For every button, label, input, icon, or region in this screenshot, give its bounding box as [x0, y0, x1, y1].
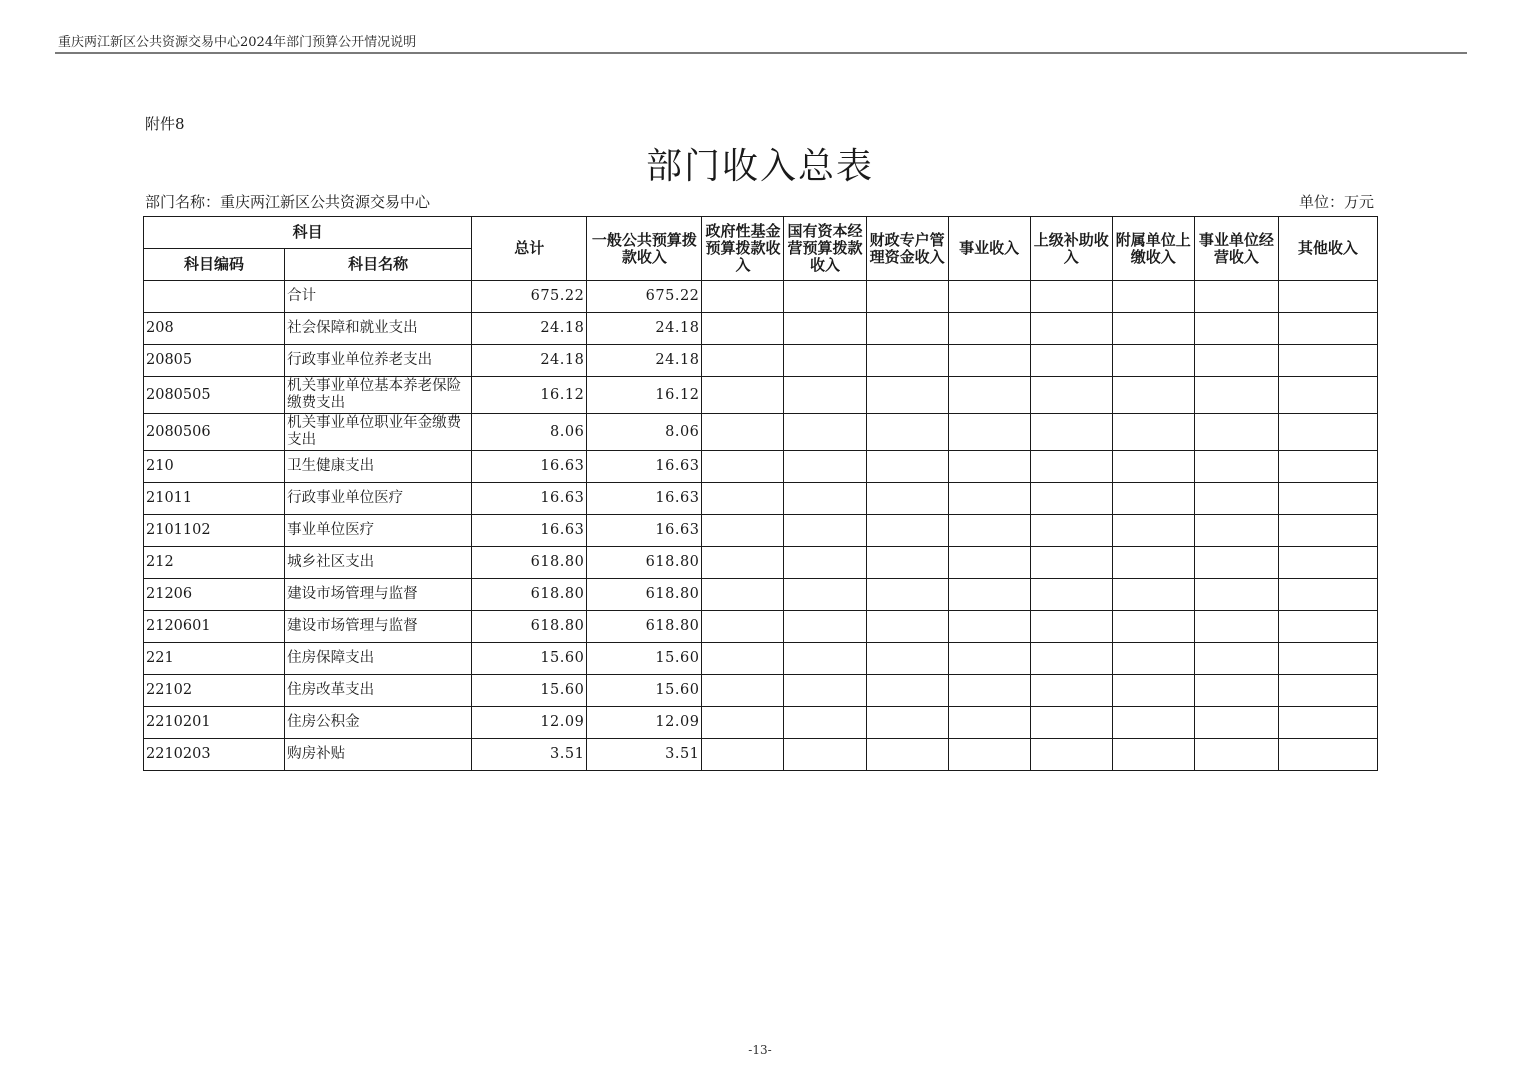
empty-cell: [866, 643, 948, 675]
general-budget-cell: 15.60: [587, 643, 702, 675]
col-header-business-income: 事业收入: [948, 217, 1030, 281]
empty-cell: [1030, 451, 1112, 483]
subject-name-cell: 住房改革支出: [285, 675, 472, 707]
empty-cell: [702, 345, 784, 377]
general-budget-cell: 8.06: [587, 414, 702, 451]
empty-cell: [948, 313, 1030, 345]
empty-cell: [1112, 414, 1194, 451]
table-row: [144, 643, 1378, 675]
empty-cell: [1112, 515, 1194, 547]
subject-group-header: 科目: [144, 217, 472, 249]
total-cell: 618.80: [472, 579, 587, 611]
empty-cell: [702, 611, 784, 643]
empty-cell: [1030, 707, 1112, 739]
subject-code-cell: 221: [144, 643, 285, 675]
empty-cell: [1194, 611, 1278, 643]
empty-cell: [1278, 739, 1377, 771]
col-header-name: 科目名称: [285, 249, 472, 281]
general-budget-cell: 3.51: [587, 739, 702, 771]
empty-cell: [1194, 313, 1278, 345]
empty-cell: [948, 547, 1030, 579]
subject-code-cell: 2210203: [144, 739, 285, 771]
total-cell: 675.22: [472, 281, 587, 313]
empty-cell: [948, 579, 1030, 611]
empty-cell: [866, 414, 948, 451]
empty-cell: [948, 707, 1030, 739]
subject-name-cell: 社会保障和就业支出: [285, 313, 472, 345]
empty-cell: [948, 451, 1030, 483]
empty-cell: [1112, 281, 1194, 313]
empty-cell: [1030, 547, 1112, 579]
table-row: [144, 345, 1378, 377]
total-cell: 16.63: [472, 483, 587, 515]
general-budget-cell: 618.80: [587, 547, 702, 579]
empty-cell: [702, 643, 784, 675]
empty-cell: [1278, 377, 1377, 414]
table-row: [144, 579, 1378, 611]
total-cell: 24.18: [472, 313, 587, 345]
subject-name-cell: 行政事业单位养老支出: [285, 345, 472, 377]
empty-cell: [1194, 547, 1278, 579]
general-budget-cell: 675.22: [587, 281, 702, 313]
empty-cell: [1194, 377, 1278, 414]
empty-cell: [1194, 643, 1278, 675]
empty-cell: [1112, 451, 1194, 483]
empty-cell: [702, 547, 784, 579]
subject-name-cell: 机关事业单位职业年金缴费支出: [285, 414, 472, 451]
total-cell: 618.80: [472, 547, 587, 579]
empty-cell: [866, 611, 948, 643]
col-header-general-budget: 一般公共预算拨款收入: [587, 217, 702, 281]
col-header-affiliate-remit: 附属单位上缴收入: [1112, 217, 1194, 281]
total-cell: 16.63: [472, 515, 587, 547]
empty-cell: [948, 377, 1030, 414]
empty-cell: [1278, 643, 1377, 675]
total-cell: 16.63: [472, 451, 587, 483]
empty-cell: [1194, 675, 1278, 707]
empty-cell: [1030, 675, 1112, 707]
unit-label: 单位：万元: [1298, 193, 1374, 211]
subject-name-cell: 城乡社区支出: [285, 547, 472, 579]
col-header-state-capital: 国有资本经营预算拨款收入: [784, 217, 866, 281]
attachment-label: 附件8: [145, 115, 185, 133]
empty-cell: [1194, 451, 1278, 483]
empty-cell: [1112, 707, 1194, 739]
empty-cell: [1112, 377, 1194, 414]
page-number: -13-: [748, 1043, 772, 1057]
empty-cell: [1112, 345, 1194, 377]
empty-cell: [784, 483, 866, 515]
empty-cell: [1112, 483, 1194, 515]
table-row: [144, 547, 1378, 579]
general-budget-cell: 618.80: [587, 579, 702, 611]
empty-cell: [702, 281, 784, 313]
empty-cell: [866, 313, 948, 345]
empty-cell: [948, 483, 1030, 515]
general-budget-cell: 15.60: [587, 675, 702, 707]
empty-cell: [866, 345, 948, 377]
empty-cell: [866, 451, 948, 483]
empty-cell: [784, 313, 866, 345]
empty-cell: [1030, 739, 1112, 771]
empty-cell: [784, 611, 866, 643]
empty-cell: [1194, 515, 1278, 547]
empty-cell: [1278, 707, 1377, 739]
empty-cell: [866, 675, 948, 707]
general-budget-cell: 12.09: [587, 707, 702, 739]
empty-cell: [784, 579, 866, 611]
empty-cell: [784, 414, 866, 451]
empty-cell: [1030, 515, 1112, 547]
subject-code-cell: 21011: [144, 483, 285, 515]
empty-cell: [866, 579, 948, 611]
table-row: [144, 675, 1378, 707]
total-cell: 16.12: [472, 377, 587, 414]
total-cell: 3.51: [472, 739, 587, 771]
general-budget-cell: 24.18: [587, 313, 702, 345]
empty-cell: [1030, 377, 1112, 414]
table-row: [144, 451, 1378, 483]
subject-code-cell: 2101102: [144, 515, 285, 547]
empty-cell: [948, 281, 1030, 313]
empty-cell: [1278, 313, 1377, 345]
department-name: 部门名称：重庆两江新区公共资源交易中心: [145, 193, 431, 211]
empty-cell: [702, 414, 784, 451]
subject-name-cell: 卫生健康支出: [285, 451, 472, 483]
empty-cell: [1030, 313, 1112, 345]
header-rule: [55, 52, 1467, 54]
empty-cell: [702, 579, 784, 611]
empty-cell: [1194, 707, 1278, 739]
empty-cell: [784, 643, 866, 675]
subject-name-cell: 建设市场管理与监督: [285, 611, 472, 643]
empty-cell: [1030, 611, 1112, 643]
empty-cell: [1278, 451, 1377, 483]
subject-name-cell: 住房公积金: [285, 707, 472, 739]
table-row: [144, 515, 1378, 547]
subject-code-cell: 20805: [144, 345, 285, 377]
empty-cell: [784, 377, 866, 414]
col-header-special-account: 财政专户管理资金收入: [866, 217, 948, 281]
col-header-code: 科目编码: [144, 249, 285, 281]
subject-code-cell: 208: [144, 313, 285, 345]
subject-name-cell: 行政事业单位医疗: [285, 483, 472, 515]
empty-cell: [702, 313, 784, 345]
empty-cell: [1112, 611, 1194, 643]
total-cell: 15.60: [472, 675, 587, 707]
col-header-total: 总计: [472, 217, 587, 281]
general-budget-cell: 16.63: [587, 515, 702, 547]
empty-cell: [1030, 579, 1112, 611]
empty-cell: [1278, 611, 1377, 643]
empty-cell: [1278, 547, 1377, 579]
empty-cell: [1112, 739, 1194, 771]
empty-cell: [866, 707, 948, 739]
empty-cell: [702, 707, 784, 739]
empty-cell: [1112, 675, 1194, 707]
empty-cell: [948, 515, 1030, 547]
table-row: [144, 313, 1378, 345]
empty-cell: [1278, 579, 1377, 611]
empty-cell: [784, 707, 866, 739]
page-title: 部门收入总表: [645, 146, 874, 187]
subject-code-cell: 210: [144, 451, 285, 483]
empty-cell: [1112, 643, 1194, 675]
subject-code-cell: 21206: [144, 579, 285, 611]
empty-cell: [1278, 345, 1377, 377]
empty-cell: [948, 739, 1030, 771]
empty-cell: [866, 281, 948, 313]
empty-cell: [1112, 579, 1194, 611]
col-header-gov-fund: 政府性基金预算拨款收入: [702, 217, 784, 281]
empty-cell: [866, 483, 948, 515]
general-budget-cell: 16.63: [587, 483, 702, 515]
empty-cell: [702, 675, 784, 707]
subject-name-cell: 合计: [285, 281, 472, 313]
empty-cell: [1194, 345, 1278, 377]
subject-code-cell: 22102: [144, 675, 285, 707]
subject-name-cell: 住房保障支出: [285, 643, 472, 675]
empty-cell: [702, 377, 784, 414]
col-header-superior-subsidy: 上级补助收入: [1030, 217, 1112, 281]
empty-cell: [1194, 579, 1278, 611]
subject-code-cell: 2080506: [144, 414, 285, 451]
empty-cell: [784, 345, 866, 377]
table-row: [144, 611, 1378, 643]
total-cell: 8.06: [472, 414, 587, 451]
table-row: [144, 739, 1378, 771]
empty-cell: [1112, 547, 1194, 579]
empty-cell: [784, 281, 866, 313]
empty-cell: [948, 414, 1030, 451]
empty-cell: [1278, 483, 1377, 515]
general-budget-cell: 618.80: [587, 611, 702, 643]
empty-cell: [948, 611, 1030, 643]
total-cell: 12.09: [472, 707, 587, 739]
empty-cell: [784, 451, 866, 483]
general-budget-cell: 24.18: [587, 345, 702, 377]
empty-cell: [866, 547, 948, 579]
table-row: [144, 377, 1378, 414]
col-header-operating-income: 事业单位经营收入: [1194, 217, 1278, 281]
empty-cell: [1112, 313, 1194, 345]
empty-cell: [1194, 739, 1278, 771]
empty-cell: [948, 675, 1030, 707]
empty-cell: [1194, 414, 1278, 451]
empty-cell: [1030, 281, 1112, 313]
subject-code-cell: 212: [144, 547, 285, 579]
empty-cell: [1194, 281, 1278, 313]
empty-cell: [866, 377, 948, 414]
running-header: 重庆两江新区公共资源交易中心2024年部门预算公开情况说明: [58, 35, 417, 50]
empty-cell: [948, 643, 1030, 675]
income-summary-table: [143, 216, 1378, 771]
table-row: [144, 483, 1378, 515]
total-cell: 24.18: [472, 345, 587, 377]
empty-cell: [866, 739, 948, 771]
empty-cell: [1030, 483, 1112, 515]
subject-name-cell: 机关事业单位基本养老保险缴费支出: [285, 377, 472, 414]
empty-cell: [1030, 414, 1112, 451]
empty-cell: [1278, 281, 1377, 313]
empty-cell: [1278, 515, 1377, 547]
empty-cell: [702, 483, 784, 515]
table-row: [144, 707, 1378, 739]
subject-code-cell: 2210201: [144, 707, 285, 739]
table-row: [144, 281, 1378, 313]
subject-code-cell: [144, 281, 285, 313]
empty-cell: [784, 515, 866, 547]
empty-cell: [702, 739, 784, 771]
empty-cell: [1278, 675, 1377, 707]
general-budget-cell: 16.63: [587, 451, 702, 483]
empty-cell: [784, 675, 866, 707]
empty-cell: [1278, 414, 1377, 451]
empty-cell: [784, 739, 866, 771]
general-budget-cell: 16.12: [587, 377, 702, 414]
total-cell: 618.80: [472, 611, 587, 643]
empty-cell: [784, 547, 866, 579]
empty-cell: [866, 515, 948, 547]
empty-cell: [1030, 345, 1112, 377]
empty-cell: [1030, 643, 1112, 675]
empty-cell: [702, 515, 784, 547]
subject-code-cell: 2080505: [144, 377, 285, 414]
empty-cell: [948, 345, 1030, 377]
empty-cell: [702, 451, 784, 483]
subject-name-cell: 购房补贴: [285, 739, 472, 771]
subject-code-cell: 2120601: [144, 611, 285, 643]
col-header-other-income: 其他收入: [1278, 217, 1377, 281]
subject-name-cell: 事业单位医疗: [285, 515, 472, 547]
table-row: [144, 414, 1378, 451]
total-cell: 15.60: [472, 643, 587, 675]
empty-cell: [1194, 483, 1278, 515]
subject-name-cell: 建设市场管理与监督: [285, 579, 472, 611]
